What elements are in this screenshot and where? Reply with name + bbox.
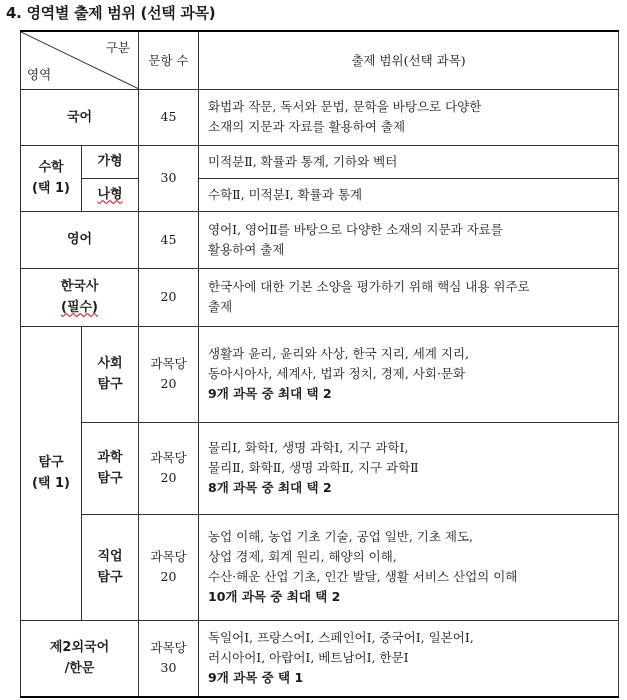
count-value: 20	[160, 569, 177, 584]
inquiry-social-name-1: 사회	[97, 356, 123, 371]
scope-line: 출제	[208, 299, 233, 314]
header-row	[21, 31, 619, 89]
row-math-na	[21, 178, 619, 211]
area-inquiry-label: 탐구	[38, 455, 64, 470]
inquiry-vocational-name-1: 직업	[97, 549, 123, 564]
scope-math-na: 수학Ⅱ, 미적분Ⅰ, 확률과 통계	[199, 178, 619, 211]
scope-line: 러시아어Ⅰ, 아랍어Ⅰ, 베트남어Ⅰ, 한문Ⅰ	[208, 650, 409, 666]
scope-line: 물리Ⅰ, 화학Ⅰ, 생명 과학Ⅰ, 지구 과학Ⅰ,	[208, 440, 409, 455]
scope-inquiry-vocational	[199, 514, 619, 620]
math-type-na	[82, 178, 139, 211]
inquiry-vocational-name	[82, 514, 139, 620]
inquiry-science-name	[82, 422, 139, 514]
row-history	[21, 268, 619, 326]
scope-note: 9개 과목 중 최대 택 2	[208, 386, 332, 401]
scope-line: 영어Ⅰ, 영어Ⅱ를 바탕으로 다양한 소재의 지문과 자료를	[208, 221, 503, 237]
area-history-sub: (필수)	[61, 300, 98, 315]
header-num-questions: 문항 수	[139, 31, 199, 89]
area-math-sub: (택 1)	[31, 181, 70, 196]
row-math-ga	[21, 145, 619, 178]
inquiry-vocational-name-2: 탐구	[97, 570, 123, 585]
count-value: 20	[160, 470, 177, 485]
scope-line: 활용하여 출제	[208, 241, 285, 257]
math-type-ga: 가형	[82, 145, 139, 178]
scope-inquiry-science	[199, 422, 619, 514]
row-korean	[21, 89, 619, 145]
scope-line: 독일어Ⅰ, 프랑스어Ⅰ, 스페인어Ⅰ, 중국어Ⅰ, 일본어Ⅰ,	[208, 630, 474, 646]
area-math-label: 수학	[38, 160, 64, 175]
scope-english	[199, 211, 619, 268]
count-per-subject: 과목당	[150, 549, 187, 564]
area-korean: 국어	[21, 89, 139, 145]
count-inquiry-social	[139, 326, 199, 422]
scope-korean	[199, 89, 619, 145]
scope-math-ga: 미적분Ⅱ, 확률과 통계, 기하와 벡터	[199, 145, 619, 178]
scope-inquiry-social	[199, 326, 619, 422]
row-inquiry-vocational	[21, 514, 619, 620]
count-inquiry-science	[139, 422, 199, 514]
area-inquiry	[21, 326, 82, 620]
scope-line: 수산·해운 산업 기초, 인간 발달, 생활 서비스 산업의 이해	[208, 569, 518, 584]
area-foreign-label: 제2외국어	[49, 640, 110, 656]
row-inquiry-social	[21, 326, 619, 422]
scope-line: 소재의 지문과 자료를 활용하여 출제	[208, 119, 406, 134]
area-math	[21, 145, 82, 211]
count-inquiry-vocational	[139, 514, 199, 620]
scope-line: 농업 이해, 농업 기초 기술, 공업 일반, 기초 제도,	[208, 529, 474, 544]
scope-line: 화법과 작문, 독서와 문법, 문학을 바탕으로 다양한	[208, 99, 482, 114]
header-area: 영역	[27, 66, 52, 82]
scope-line: 한국사에 대한 기본 소양을 평가하기 위해 핵심 내용 위주로	[208, 279, 530, 294]
inquiry-social-name	[82, 326, 139, 422]
scope-foreign	[199, 620, 619, 697]
header-diagonal-cell	[21, 31, 139, 89]
area-foreign	[21, 620, 139, 697]
count-per-subject: 과목당	[150, 450, 187, 465]
header-scope: 출제 범위(선택 과목)	[199, 31, 619, 89]
scope-line: 동아시아사, 세계사, 법과 정치, 경제, 사회·문화	[208, 366, 466, 381]
area-history	[21, 268, 139, 326]
scope-note: 10개 과목 중 최대 택 2	[208, 589, 341, 604]
count-value: 30	[160, 660, 177, 676]
count-per-subject: 과목당	[150, 640, 187, 656]
count-value: 20	[160, 376, 177, 391]
area-history-label: 한국사	[60, 279, 99, 294]
inquiry-science-name-2: 탐구	[97, 471, 123, 486]
row-english	[21, 211, 619, 268]
scope-note: 8개 과목 중 최대 택 2	[208, 480, 332, 495]
scope-line: 생활과 윤리, 윤리와 사상, 한국 지리, 세계 지리,	[208, 346, 470, 361]
inquiry-social-name-2: 탐구	[97, 377, 123, 392]
count-math: 30	[139, 145, 199, 211]
count-foreign	[139, 620, 199, 697]
exam-scope-table	[20, 30, 619, 698]
scope-note: 9개 과목 중 택 1	[208, 670, 304, 686]
row-foreign	[21, 620, 619, 697]
row-inquiry-science	[21, 422, 619, 514]
scope-line: 물리Ⅱ, 화학Ⅱ, 생명 과학Ⅱ, 지구 과학Ⅱ	[208, 460, 419, 475]
count-korean: 45	[139, 89, 199, 145]
count-english: 45	[139, 211, 199, 268]
inquiry-science-name-1: 과학	[97, 450, 123, 465]
math-type-na-label: 나형	[97, 187, 123, 202]
scope-history	[199, 268, 619, 326]
scope-line: 상업 경제, 회계 원리, 해양의 이해,	[208, 549, 397, 564]
count-per-subject: 과목당	[150, 356, 187, 371]
page-title: 4. 영역별 출제 범위 (선택 과목)	[6, 4, 216, 22]
count-history: 20	[139, 268, 199, 326]
area-inquiry-sub: (택 1)	[31, 476, 70, 491]
area-foreign-sub: /한문	[64, 661, 95, 677]
area-english: 영어	[21, 211, 139, 268]
header-gubun: 구분	[105, 40, 130, 55]
